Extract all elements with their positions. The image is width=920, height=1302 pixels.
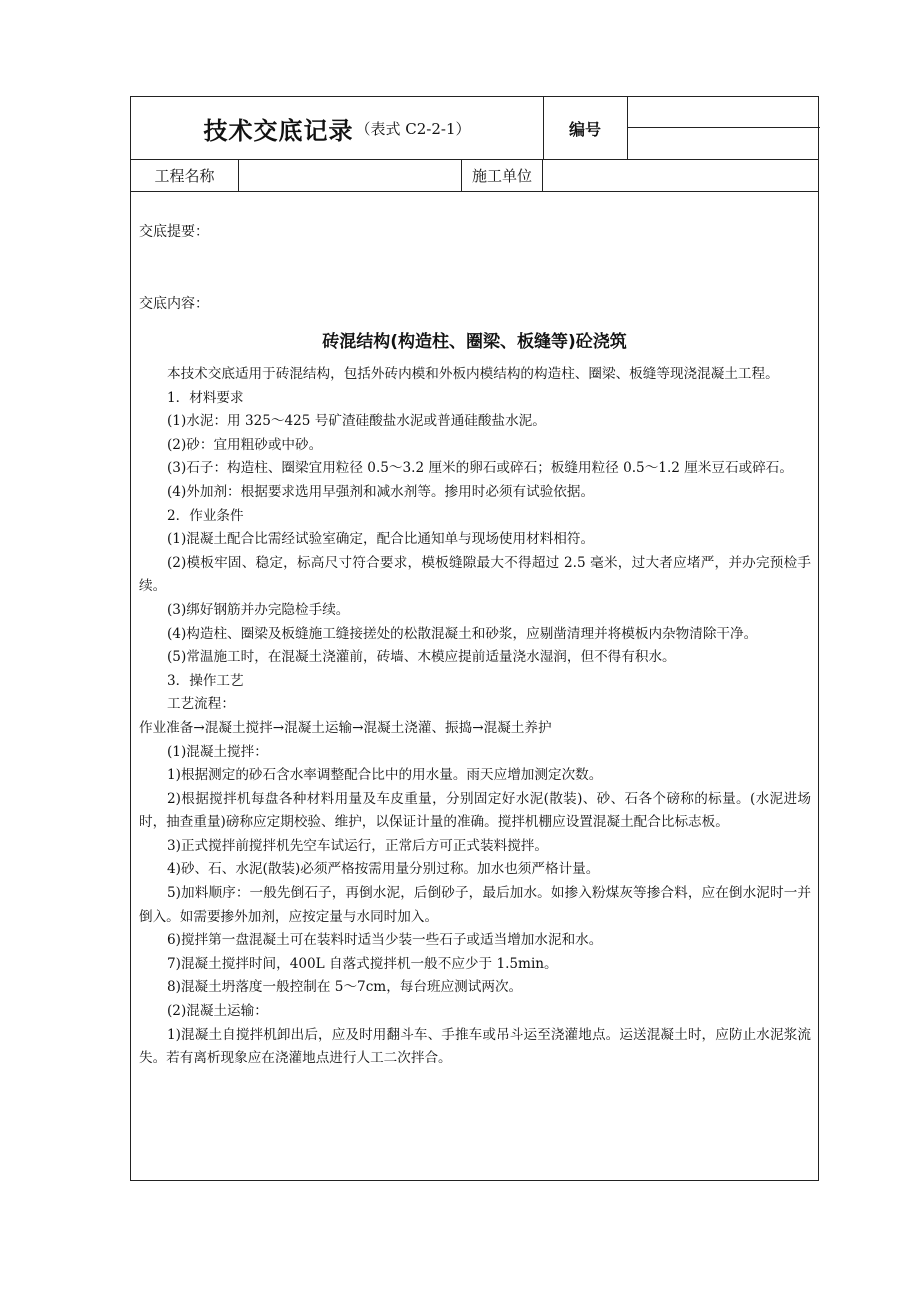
paragraph: (1)混凝土配合比需经试验室确定，配合比通知单与现场使用材料相符。 [167,531,595,548]
number-label: 编号 [568,119,601,139]
row-divider-project [131,191,818,192]
paragraph: 2．作业条件 [167,507,244,524]
paragraph: 1)混凝土自搅拌机卸出后，应及时用翻斗车、手推车或吊斗运至浇灌地点。运送混凝土时，应防止水泥浆流失。若有离析现象应在浇灌地点进行人工二次拌合。 [139,1026,811,1067]
paragraph: (2)砂：宜用粗砂或中砂。 [167,436,323,453]
title-main: 技术交底记录 [203,117,354,145]
paragraph: (5)常温施工时，在混凝土浇灌前，砖墙、木模应提前适量浇水湿润，但不得有积水。 [167,649,676,666]
project-name-label: 工程名称 [154,167,215,185]
paragraph: (4)构造柱、圈梁及板缝施工缝接搓处的松散混凝土和砂浆，应剔凿清理并将模板内杂物清除干净。 [167,625,758,642]
paragraph: 3．操作工艺 [167,672,244,689]
technical-disclosure-form [130,96,819,1181]
number-value-bottom[interactable] [628,128,820,159]
number-value-top[interactable] [628,97,820,127]
paragraph: 1．材料要求 [167,389,244,406]
paragraph: 2)根据搅拌机每盘各种材料用量及车皮重量，分别固定好水泥(散装)、砂、石各个磅称的标量。(水泥进场时，抽查重量)磅称应定期校验、维护，以保证计量的准确。搅拌机棚应设置混凝土配合比标志板。 [139,790,811,831]
project-name-value[interactable] [239,160,461,191]
construction-unit-label: 施工单位 [471,167,532,185]
process-flow: 作业准备→混凝土搅拌→混凝土运输→混凝土浇灌、振捣→混凝土养护 [139,719,552,736]
paragraph: (2)模板牢固、稳定，标高尺寸符合要求，模板缝隙最大不得超过 2.5 毫米，过大者应堵严，并办完预检手续。 [139,554,811,595]
paragraph: (3)绑好钢筋并办完隐检手续。 [167,601,350,618]
paragraph: 7)混凝土搅拌时间，400L 自落式搅拌机一般不应少于 1.5min。 [167,955,558,972]
content-title: 砖混结构(构造柱、圈梁、板缝等)砼浇筑 [322,332,627,352]
paragraph: 工艺流程： [167,696,235,713]
paragraph: 本技术交底适用于砖混结构，包括外砖内模和外板内模结构的构造柱、圈梁、板缝等现浇混凝土工程。 [167,366,779,382]
paragraph: (2)混凝土运输： [167,1003,268,1020]
summary-label: 交底提要： [139,224,209,240]
content-label: 交底内容： [139,296,209,312]
paragraph: 1)根据测定的砂石含水率调整配合比中的用水量。雨天应增加测定次数。 [167,767,603,784]
form-title [131,97,543,160]
paragraph: 5)加料顺序：一般先倒石子，再倒水泥，后倒砂子，最后加水。如掺入粉煤灰等掺合料，应在倒水泥时一并倒入。如需要掺外加剂，应按定量与水同时加入。 [139,885,811,925]
paragraph: (4)外加剂：根据要求选用早强剂和减水剂等。掺用时必须有试验依据。 [167,483,595,500]
form-code: （表式 C2-2-1） [355,120,471,138]
content-body [139,363,811,1071]
paragraph: 3)正式搅拌前搅拌机先空车试运行，正常后方可正式装料搅拌。 [167,837,548,854]
paragraph: 6)搅拌第一盘混凝土可在装料时适当少装一些石子或适当增加水泥和水。 [167,932,603,949]
paragraph: 4)砂、石、水泥(散装)必须严格按需用量分别过称。加水也须严格计量。 [167,861,600,878]
paragraph: (1)混凝土搅拌： [167,743,268,760]
paragraph: (1)水泥：用 325～425 号矿渣硅酸盐水泥或普通硅酸盐水泥。 [167,413,546,430]
paragraph: 8)混凝土坍落度一般控制在 5～7cm，每台班应测试两次。 [167,979,523,996]
construction-unit-value[interactable] [543,160,820,191]
paragraph: (3)石子：构造柱、圈梁宜用粒径 0.5～3.2 厘米的卵石或碎石；板缝用粒径 0.5～1.2 厘米豆石或碎石。 [167,460,793,477]
